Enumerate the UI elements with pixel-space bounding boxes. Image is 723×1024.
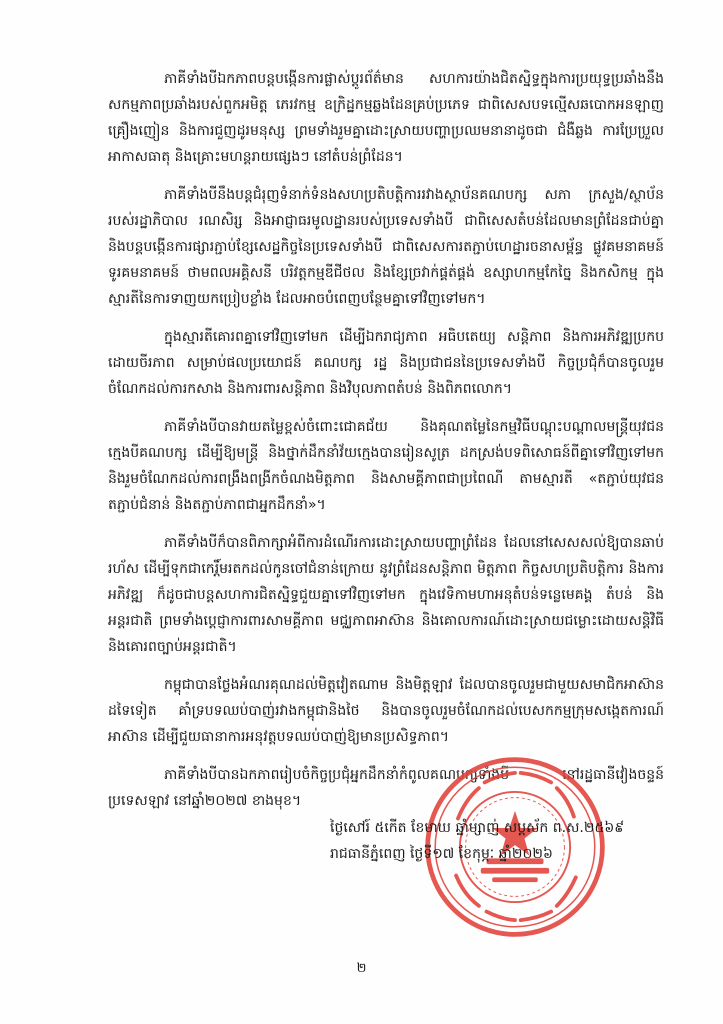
signature-block	[330, 815, 670, 867]
document-body	[108, 66, 664, 826]
paragraph-3: ក្នុងស្មារតីគោរពគ្នាទៅវិញទៅមក ដើម្បីឯករាជ្យភាព អធិបតេយ្យ សន្តិភាព និងការអភិវឌ្ឍប្រកបដោយចីរភាព សម្រាប់ផលប្រយោជន៍ គណបក្ស រដ្ឋ និងប្រជាជននៃប្រទេសទាំងបី កិច្ចប្រជុំក៏បានចូលរួមចំណែកដល់ការកសាង និងការពារសន្តិភាព និងវិបុលភាពតំបន់ និងពិភពលោក។	[108, 329, 664, 397]
page-number: ២	[356, 961, 367, 976]
lunar-date-line: ថ្ងៃសៅរ៍ ៥កើត ខែមាឃ ឆ្នាំម្សាញ់ សប្តស័ក ព.ស.២៥៦៩	[330, 820, 625, 836]
paragraph-5: ភាគីទាំងបីក៏បានពិភាក្សាអំពីការដំណើរការដោះស្រាយបញ្ហាព្រំដែន ដែលនៅសេសសល់ឱ្យបានឆាប់រហ័ស ដើម្បីទុកជាកេរ្តិ៍មរតកដល់កូនចៅជំនាន់ក្រោយ នូវព្រំដែនសន្តិភាព មិត្តភាព កិច្ចសហប្រតិបត្តិការ និងការអភិវឌ្ឍ ក៏ដូចជាបន្តសហការជិតស្និទ្ធជួយគ្នាទៅវិញទៅមក ក្នុងវេទិកាមហាអនុតំបន់ទន្លេមេគង្គ តំបន់ និងអន្តរជាតិ ព្រមទាំងប្តេជ្ញាការពារសាមគ្គីភាព មជ្ឈភាពអាស៊ាន និងគោលការណ៍ដោះស្រាយជម្លោះដោយសន្តិវិធី និងគោរពច្បាប់អន្តរជាតិ។	[108, 535, 664, 655]
paragraph-1: ភាគីទាំងបីឯកភាពបន្តបង្កើនការផ្លាស់ប្តូរព័ត៌មាន សហការយ៉ាងជិតស្និទ្ធក្នុងការប្រយុទ្ធប្រឆាំងនឹងសកម្មភាពប្រឆាំងរបស់ពួកអមិត្ត ភេរវកម្ម ឧក្រិដ្ឋកម្មឆ្លងដែនគ្រប់ប្រភេទ ជាពិសេសបទល្មើសឆបោកអនឡាញ គ្រឿងញៀន និងការជួញដូរមនុស្ស ព្រមទាំងរួមគ្នាដោះស្រាយបញ្ហាប្រឈមនានាដូចជា ជំងឺឆ្លង ការប្រែប្រួលអាកាសធាតុ និងគ្រោះមហន្តរាយផ្សេងៗ នៅតំបន់ព្រំដែន។	[108, 71, 664, 165]
paragraph-2: ភាគីទាំងបីនឹងបន្តជំរុញទំនាក់ទំនងសហប្រតិបត្តិការរវាងស្ថាប័នគណបក្ស សភា ក្រសួង/ស្ថាប័នរបស់រដ្ឋាភិបាល រណសិរ្ស និងអាជ្ញាធរមូលដ្ឋានរបស់ប្រទេសទាំងបី ជាពិសេសតំបន់ដែលមានព្រំដែនជាប់គ្នា និងបន្តបង្កើនការផ្សារភ្ជាប់ខ្សែសេដ្ឋកិច្ចនៃប្រទេសទាំងបី ជាពិសេសការតភ្ជាប់ហេដ្ឋារចនាសម្ព័ន្ធ ផ្លូវគមនាគមន៍ ទូរគមនាគមន៍ ថាមពលអគ្គិសនី បរិវត្តកម្មឌីជីថល និងខ្សែច្រវាក់ផ្គត់ផ្គង់ ឧស្សាហកម្មកែច្នៃ និងកសិកម្ម ក្នុងស្មារតីនៃការទាញយកប្រៀបខ្លាំង ដែលអាចបំពេញបន្ថែមគ្នាទៅវិញទៅមក។	[108, 187, 664, 307]
paragraph-7: ភាគីទាំងបីបានឯកភាពរៀបចំកិច្ចប្រជុំអ្នកដឹកនាំកំពូលគណបក្សទាំងបី នៅរដ្ឋធានីវៀងចន្ទន៍ ប្រទេសឡាវ នៅឆ្នាំ២០២៧ ខាងមុខ។	[108, 767, 664, 809]
paragraph-6: កម្ពុជាបានថ្លែងអំណរគុណដល់មិត្តវៀតណាម និងមិត្តឡាវ ដែលបានចូលរួមជាមួយសមាជិកអាស៊ានដទៃទៀត គាំទ្របទឈប់បាញ់រវាងកម្ពុជានិងថៃ និងបានចូលរួមចំណែកដល់បេសកកម្មក្រុមសង្កេតការណ៍អាស៊ាន ដើម្បីជួយធានាការអនុវត្តបទឈប់បាញ់ឱ្យមានប្រសិទ្ធភាព។	[108, 677, 664, 745]
paragraph-4: ភាគីទាំងបីបានវាយតម្លៃខ្ពស់ចំពោះជោគជ័យ និងគុណតម្លៃនៃកម្មវិធីបណ្តុះបណ្តាលមន្ត្រីយុវជនក្មេងបីគណបក្ស ដើម្បីឱ្យមន្ត្រី និងថ្នាក់ដឹកនាំវ័យក្មេងបានរៀនសូត្រ ដកស្រង់បទពិសោធន៍ពីគ្នាទៅវិញទៅមក និងរួមចំណែកដល់ការពង្រឹងពង្រីកចំណងមិត្តភាព និងសាមគ្គីភាពជាប្រពៃណី តាមស្មារតី «តភ្ជាប់យុវជន តភ្ជាប់ជំនាន់ និងតភ្ជាប់ភាពជាអ្នកដឹកនាំ»។	[108, 419, 664, 513]
place-date-line: រាជធានីភ្នំពេញ ថ្ងៃទី១៧ ខែកុម្ភៈ ឆ្នាំ២០២៦	[330, 846, 553, 862]
